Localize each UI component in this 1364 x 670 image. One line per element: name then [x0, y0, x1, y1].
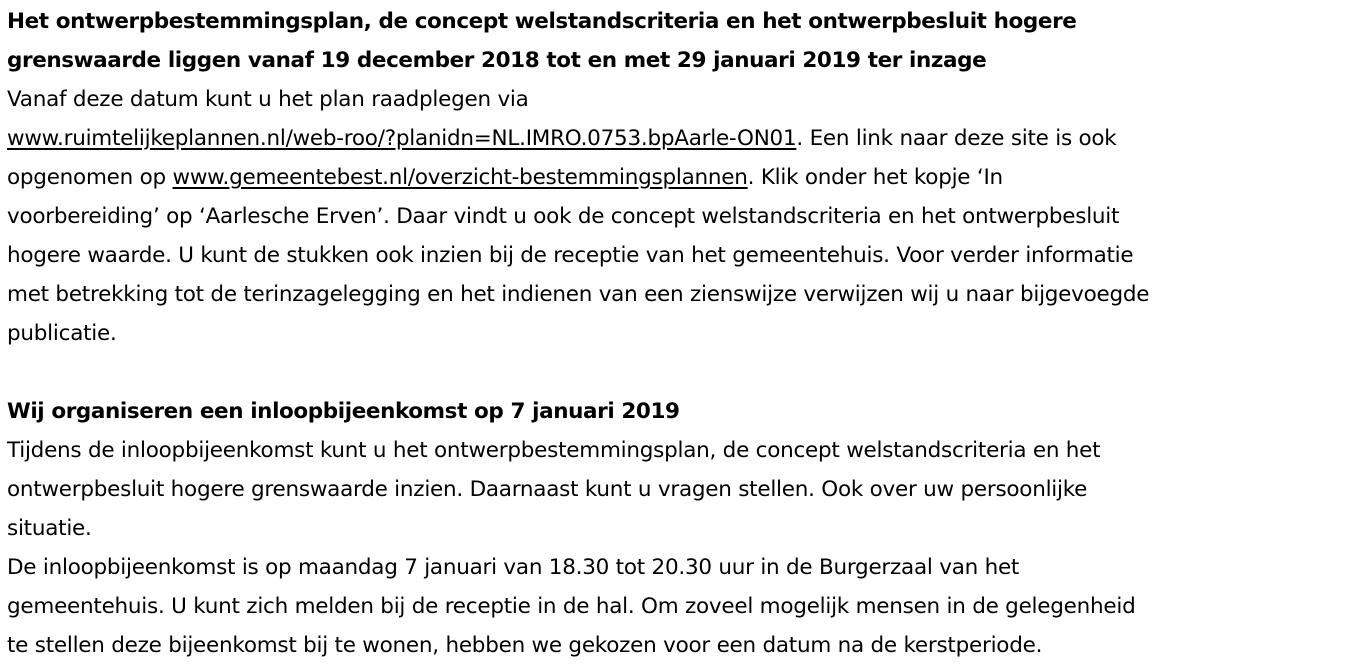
section-heading-line: grenswaarde liggen vanaf 19 december 2018 tot en met 29 januari 2019 ter inzage — [7, 48, 987, 73]
body-line: situatie. — [7, 516, 92, 541]
body-line: Tijdens de inloopbijeenkomst kunt u het ontwerpbestemmingsplan, de concept welstandscriteria en het — [7, 438, 1101, 463]
body-line: voorbereiding’ op ‘Aarlesche Erven’. Daar vindt u ook de concept welstandscriteria en het ontwerpbesluit — [7, 204, 1120, 229]
body-text: . Een link naar deze site is ook — [796, 126, 1117, 151]
body-line: Vanaf deze datum kunt u het plan raadplegen via — [7, 87, 529, 112]
gemeentebest-link[interactable]: www.gemeentebest.nl/overzicht-bestemmingsplannen — [172, 165, 748, 190]
body-line: gemeentehuis. U kunt zich melden bij de receptie in de hal. Om zoveel mogelijk mensen in de gelegenheid — [7, 594, 1136, 619]
body-line — [7, 119, 1359, 158]
body-line: hogere waarde. U kunt de stukken ook inzien bij de receptie van het gemeentehuis. Voor verder informatie — [7, 243, 1134, 268]
body-text: . Klik onder het kopje ‘In — [747, 165, 1003, 190]
body-line: De inloopbijeenkomst is op maandag 7 januari van 18.30 tot 20.30 uur in de Burgerzaal van het — [7, 555, 1020, 580]
paragraph-spacer — [7, 353, 1359, 392]
section-inzage — [7, 2, 1359, 353]
body-line: publicatie. — [7, 321, 117, 346]
body-line: met betrekking tot de terinzagelegging en het indienen van een zienswijze verwijzen wij u naar bijgevoegde — [7, 282, 1150, 307]
section-inloopbijeenkomst — [7, 392, 1359, 665]
body-text: opgenomen op — [7, 165, 173, 190]
ruimtelijkeplannen-link[interactable]: www.ruimtelijkeplannen.nl/web-roo/?planidn=NL.IMRO.0753.bpAarle-ON01 — [7, 126, 797, 151]
section-heading: Wij organiseren een inloopbijeenkomst op 7 januari 2019 — [7, 399, 680, 424]
body-line — [7, 158, 1359, 197]
document-page — [7, 2, 1359, 665]
body-line: te stellen deze bijeenkomst bij te wonen, hebben we gekozen voor een datum na de kerstperiode. — [7, 633, 1043, 658]
section-heading-line: Het ontwerpbestemmingsplan, de concept welstandscriteria en het ontwerpbesluit hogere — [7, 9, 1077, 34]
body-line: ontwerpbesluit hogere grenswaarde inzien. Daarnaast kunt u vragen stellen. Ook over uw persoonlijke — [7, 477, 1088, 502]
